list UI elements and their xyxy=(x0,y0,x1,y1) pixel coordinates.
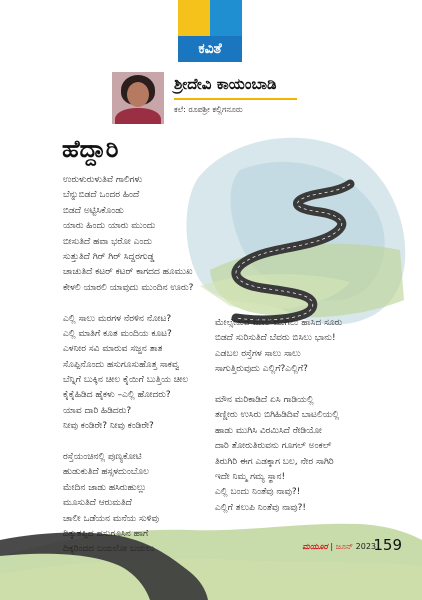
poem-line: ಸಾಗುತ್ತಿರುವುದು ಎಲ್ಲಿಗೆ?ಎಲ್ಲಿಗೆ? xyxy=(215,364,308,375)
page-number: 159 xyxy=(373,536,402,554)
poem-line: ಮೇಲ್ಸೇತುವೆ ಮೇಲೆ ಮುಗಿಲು ಹಾಸಿದ ಸೂರು xyxy=(215,318,343,328)
author-photo-face xyxy=(127,82,149,107)
section-label: ಕವಿತೆ xyxy=(178,36,242,62)
poem-line: ಕೈಕೈಹಿಡಿದ ಹೈಕಳು –ಎಲ್ಲಿ ಹೋದರು? xyxy=(63,390,171,401)
poem-line: ಬೆನ್ನಿಗೆ ಬುಕ್ಕಿನ ಚೀಲ ಕೈಯಿಗೆ ಬುತ್ತಿಯ ಚೀಲ xyxy=(63,375,189,386)
poem-line: ಎಳನೀರ ಸವಿ ಮಾರುವ ಸಜ್ಜನ ತಾತ xyxy=(63,344,163,355)
poem-line: ಇದೇ ನಿಮ್ಮ ಗಮ್ಯ ಸ್ಥಾನ! xyxy=(215,471,286,482)
poem-line: ಉರುಳುರುಳುತಿವೆ ಗಾಲಿಗಳು xyxy=(63,175,143,185)
poem-line: ಎಲ್ಲಿ ಸಾಲು ಮರಗಳ ನೆರಳಿನ ನೋಟ? xyxy=(63,313,172,324)
magazine-name: ಮಯೂರ xyxy=(302,542,328,551)
stanza-break xyxy=(63,296,193,311)
poem-line: ಯಾವ ದಾರಿ ಹಿಡಿದರು? xyxy=(63,405,132,416)
poem-line: ಎಡಬಲ ರಸ್ತೆಗಳ ಸಾಲು ಸಾಲು xyxy=(215,348,301,359)
poem-line: ನೀವು ಕಂಡಿರೇ? ನೀವು ಕಂಡಿರೇ? xyxy=(63,421,154,432)
poem-line: ತಿರುಗಿರಿ ಈಗ ಎಡಕ್ಕಾಗ ಬಲ, ನೇರ ಸಾಗಿರಿ xyxy=(215,456,334,467)
poem-line: ತಣ್ಣೀರು ಉಸಿರು ಬಿಗಿಹಿಡಿದಿವೆ ಬಾಟಲಿಯಲ್ಲಿ xyxy=(215,410,340,421)
poem-line: ಹುಡುಕುತಿದೆ ಹಸ್ಸಳದುಂಬೊಲ xyxy=(63,467,149,478)
poem-line: ಬಿಡದೆ ಸುರಿಸುತಿದೆ ಬೆವರು ಬಿಸಿಲು ಭಾನು! xyxy=(215,333,336,344)
poem-line: ಮೌನ ಮರಿಕಾಡಿದೆ ಏಸಿ ಗಾಡಿಯಲ್ಲಿ xyxy=(215,394,314,405)
poem-line: ಮೂಸುತಿದೆ ಆರುಮತಿದೆ xyxy=(63,498,132,509)
poem-line: ಎಲ್ಲಿ ಬಂದು ನಿಂತೆವು ನಾವು?! xyxy=(215,487,301,498)
poem-column-right xyxy=(215,316,342,516)
poem-line: ಹಾಡು ಮುಗಿಸಿ ವಿರಮಿಸಿದೆ ರೇಡಿಯೋ xyxy=(215,425,322,436)
stanza-break xyxy=(215,378,342,393)
author-underline xyxy=(174,98,297,100)
issue-year: 2023 xyxy=(355,542,376,551)
poem-line: ರಸ್ತೆಯಂಚಿನಲ್ಲಿ ಪುಣ್ಯಕೋಟಿ xyxy=(63,452,142,463)
section-tag xyxy=(178,0,242,62)
footer-separator: | xyxy=(330,542,336,551)
tag-yellow-block xyxy=(178,0,210,36)
poem-line: ಎಲ್ಲಿ ಮಾತಿಗೆ ಕೂತ ಮಂದಿಯ ಕೂಟ? xyxy=(63,328,172,339)
poem-line: ಬಿಡದೆ ಅಟ್ಟಿಸಿಕೊಂಡು xyxy=(63,205,124,216)
poem-line: ಮೇದಿನ ಜಾಡು ಹಸಿರುಹುಲ್ಲು xyxy=(63,482,147,493)
author-name: ಶ್ರೀದೇವಿ ಕಾಯಂಬಾಡಿ xyxy=(174,75,277,93)
stanza-break xyxy=(63,435,193,450)
page-footer xyxy=(302,542,376,552)
poem-line: ಚಾಲೀ ಒಡೆಯನ ಮನೆಯ ಸುಳಿವು xyxy=(63,513,159,524)
poem-line: ಬೀಸುತಿದೆ ಹವಾ ಭರೋ ಎಂದು xyxy=(63,236,153,247)
poem-line: ಕೇಳಲಿ ಯಾರಲಿ ಯಾವುದು ಮುಂದಿನ ಊರು? xyxy=(63,282,194,293)
poem-title: ಹೆದ್ದಾರಿ xyxy=(62,135,119,163)
poem-line: ದಾರಿ ತೋರುತಿರುವನು ಗೂಗಲ್ ಅಂಕಲ್ xyxy=(215,441,332,452)
art-credit: ಕಲೆ: ರೂಪಶ್ರೀ ಕಲ್ಲಿಗನೂರು xyxy=(174,105,243,114)
issue-month: ಜೂನ್ xyxy=(335,542,354,551)
poem-line: ಸುತ್ತುತಿದೆ ಗಿರ್ ಗಿರ್ ಸಿದ್ದರಗುಡ್ಡ xyxy=(63,251,155,262)
poem-line: ಯಾರು ಹಿಂದು ಯಾರು ಮುಂದು xyxy=(63,221,156,232)
author-photo xyxy=(112,72,164,124)
tag-blue-block xyxy=(210,0,242,36)
poem-line: ಬೆನ್ನುಬಿಡದೆ ಒಂದರ ಹಿಂದೆ xyxy=(63,190,140,201)
poem-line: ದಿಕ್ಕರಿಂದದ ಬಯಲೋ ಬಯಲು xyxy=(63,544,155,555)
poem-line: ಎಲ್ಲಿಗೆ ತಲುಪಿ ನಿಂತೆವು ನಾವು?! xyxy=(215,502,306,513)
poem-line: ಸೊಪ್ಪಿನೊಂದು ಹಸುಗೂಸುಹೊತ್ತ ಸಾಕವ್ವ xyxy=(63,359,180,370)
poem-line: ದಿಕ್ಕುತಪ್ಪಿದ ಹಸುಗೂಸಿನ ಹಾಗೆ xyxy=(63,528,149,539)
author-photo-body xyxy=(115,108,161,124)
poem-line: ಚಾಚುತಿದೆ ಕಟರ್ ಕಟರ್ ಕಾಗದದ ಹೂಮುಖ xyxy=(63,267,193,278)
poem-column-left xyxy=(63,173,193,558)
